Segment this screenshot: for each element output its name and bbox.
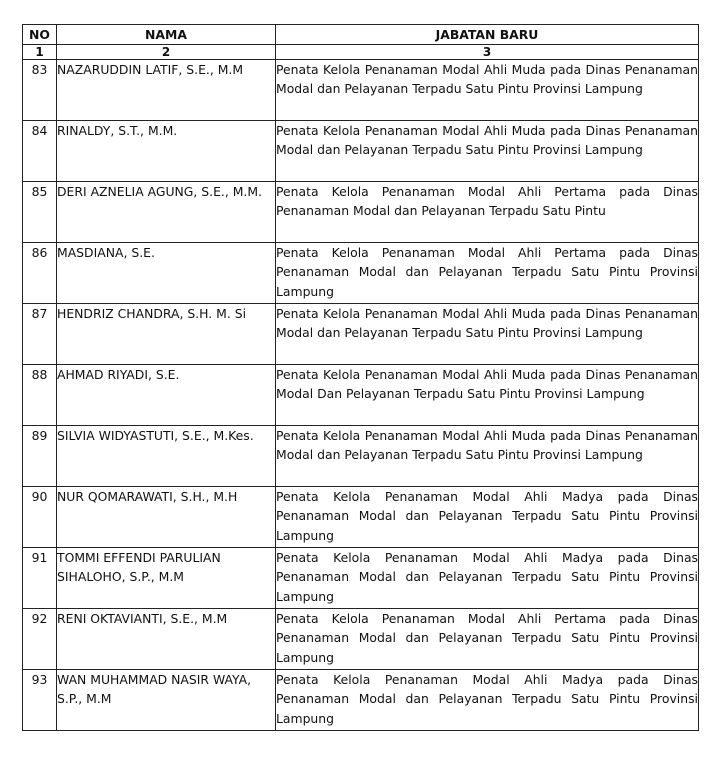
row-jabatan: Penata Kelola Penanaman Modal Ahli Pertama pada Dinas Penanaman Modal dan Pelayanan Terpadu Satu Pintu bbox=[276, 182, 699, 243]
header-no: NO bbox=[23, 25, 57, 45]
row-nama: WAN MUHAMMAD NASIR WAYA, S.P., M.M bbox=[57, 670, 276, 731]
table-row bbox=[23, 487, 699, 548]
row-jabatan: Penata Kelola Penanaman Modal Ahli Muda pada Dinas Penanaman Modal Dan Pelayanan Terpadu Satu Pintu Provinsi Lampung bbox=[276, 365, 699, 426]
column-number-nama: 2 bbox=[57, 45, 276, 60]
table-row bbox=[23, 304, 699, 365]
row-number: 86 bbox=[23, 243, 57, 304]
row-nama: DERI AZNELIA AGUNG, S.E., M.M. bbox=[57, 182, 276, 243]
row-jabatan: Penata Kelola Penanaman Modal Ahli Madya pada Dinas Penanaman Modal dan Pelayanan Terpadu Satu Pintu Provinsi Lampung bbox=[276, 548, 699, 609]
table-row bbox=[23, 670, 699, 731]
row-number: 90 bbox=[23, 487, 57, 548]
header-jabatan-baru: JABATAN BARU bbox=[276, 25, 699, 45]
row-jabatan: Penata Kelola Penanaman Modal Ahli Pertama pada Dinas Penanaman Modal dan Pelayanan Terpadu Satu Pintu Provinsi Lampung bbox=[276, 243, 699, 304]
header-nama: NAMA bbox=[57, 25, 276, 45]
table-row bbox=[23, 609, 699, 670]
column-number-jabatan: 3 bbox=[276, 45, 699, 60]
column-number-row bbox=[23, 45, 699, 60]
row-nama: SILVIA WIDYASTUTI, S.E., M.Kes. bbox=[57, 426, 276, 487]
row-nama: RENI OKTAVIANTI, S.E., M.M bbox=[57, 609, 276, 670]
table-row bbox=[23, 426, 699, 487]
table-row bbox=[23, 121, 699, 182]
row-jabatan: Penata Kelola Penanaman Modal Ahli Muda pada Dinas Penanaman Modal dan Pelayanan Terpadu Satu Pintu Provinsi Lampung bbox=[276, 426, 699, 487]
row-number: 87 bbox=[23, 304, 57, 365]
row-nama: NUR QOMARAWATI, S.H., M.H bbox=[57, 487, 276, 548]
row-number: 91 bbox=[23, 548, 57, 609]
row-number: 83 bbox=[23, 60, 57, 121]
row-jabatan: Penata Kelola Penanaman Modal Ahli Madya pada Dinas Penanaman Modal dan Pelayanan Terpadu Satu Pintu Provinsi Lampung bbox=[276, 487, 699, 548]
row-jabatan: Penata Kelola Penanaman Modal Ahli Muda pada Dinas Penanaman Modal dan Pelayanan Terpadu Satu Pintu Provinsi Lampung bbox=[276, 304, 699, 365]
row-jabatan: Penata Kelola Penanaman Modal Ahli Pertama pada Dinas Penanaman Modal dan Pelayanan Terpadu Satu Pintu Provinsi Lampung bbox=[276, 609, 699, 670]
row-nama: NAZARUDDIN LATIF, S.E., M.M bbox=[57, 60, 276, 121]
row-jabatan: Penata Kelola Penanaman Modal Ahli Muda pada Dinas Penanaman Modal dan Pelayanan Terpadu Satu Pintu Provinsi Lampung bbox=[276, 121, 699, 182]
table-row bbox=[23, 60, 699, 121]
row-number: 92 bbox=[23, 609, 57, 670]
row-number: 93 bbox=[23, 670, 57, 731]
row-nama: RINALDY, S.T., M.M. bbox=[57, 121, 276, 182]
row-number: 84 bbox=[23, 121, 57, 182]
row-jabatan: Penata Kelola Penanaman Modal Ahli Muda pada Dinas Penanaman Modal dan Pelayanan Terpadu Satu Pintu Provinsi Lampung bbox=[276, 60, 699, 121]
table-row bbox=[23, 243, 699, 304]
header-row bbox=[23, 25, 699, 45]
table-row bbox=[23, 548, 699, 609]
row-nama: MASDIANA, S.E. bbox=[57, 243, 276, 304]
row-number: 85 bbox=[23, 182, 57, 243]
row-number: 88 bbox=[23, 365, 57, 426]
row-nama: HENDRIZ CHANDRA, S.H. M. Si bbox=[57, 304, 276, 365]
row-jabatan: Penata Kelola Penanaman Modal Ahli Madya pada Dinas Penanaman Modal dan Pelayanan Terpadu Satu Pintu Provinsi Lampung bbox=[276, 670, 699, 731]
row-nama: AHMAD RIYADI, S.E. bbox=[57, 365, 276, 426]
column-number-no: 1 bbox=[23, 45, 57, 60]
row-number: 89 bbox=[23, 426, 57, 487]
table-row bbox=[23, 182, 699, 243]
table-row bbox=[23, 365, 699, 426]
jabatan-table bbox=[22, 24, 699, 731]
row-nama: TOMMI EFFENDI PARULIAN SIHALOHO, S.P., M.M bbox=[57, 548, 276, 609]
